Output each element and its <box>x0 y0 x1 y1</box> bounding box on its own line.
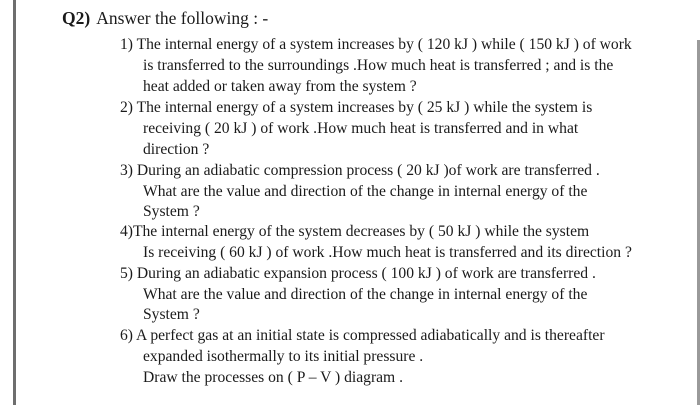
question-number: Q2) <box>62 8 91 28</box>
q2-line-2: receiving ( 20 kJ ) of work .How much heat is transferred and in what <box>143 120 579 137</box>
q4-line-2: Is receiving ( 60 kJ ) of work .How much heat is transferred and its direction ? <box>143 244 632 261</box>
left-margin-rule <box>13 0 16 405</box>
q1-line-1: 1) The internal energy of a system increases by ( 120 kJ ) while ( 150 kJ ) of work <box>120 36 632 53</box>
q5-line-1: 5) During an adiabatic expansion process ( 100 kJ ) of work are transferred . <box>120 265 596 282</box>
q1-line-2: is transferred to the surroundings .How much heat is transferred ; and is the <box>143 57 614 74</box>
q6-line-3: Draw the processes on ( P – V ) diagram . <box>143 369 403 386</box>
q2-line-1: 2) The internal energy of a system increases by ( 25 kJ ) while the system is <box>120 99 593 116</box>
q6-line-2: expanded isothermally to its initial pressure . <box>143 348 424 365</box>
q2-line-3: direction ? <box>143 141 210 158</box>
q5-line-2: What are the value and direction of the change in internal energy of the <box>143 286 588 303</box>
question-instruction: Answer the following : - <box>96 8 269 28</box>
q5-line-3: System ? <box>143 306 200 323</box>
q3-line-3: System ? <box>143 203 200 220</box>
question-heading <box>62 8 268 29</box>
q3-line-1: 3) During an adiabatic compression process ( 20 kJ )of work are transferred . <box>120 162 600 179</box>
q3-line-2: What are the value and direction of the change in internal energy of the <box>143 183 588 200</box>
q4-line-1: 4)The internal energy of the system decreases by ( 50 kJ ) while the system <box>120 223 590 240</box>
q6-line-1: 6) A perfect gas at an initial state is compressed adiabatically and is thereafter <box>120 327 605 344</box>
q1-line-3: heat added or taken away from the system ? <box>143 78 417 95</box>
